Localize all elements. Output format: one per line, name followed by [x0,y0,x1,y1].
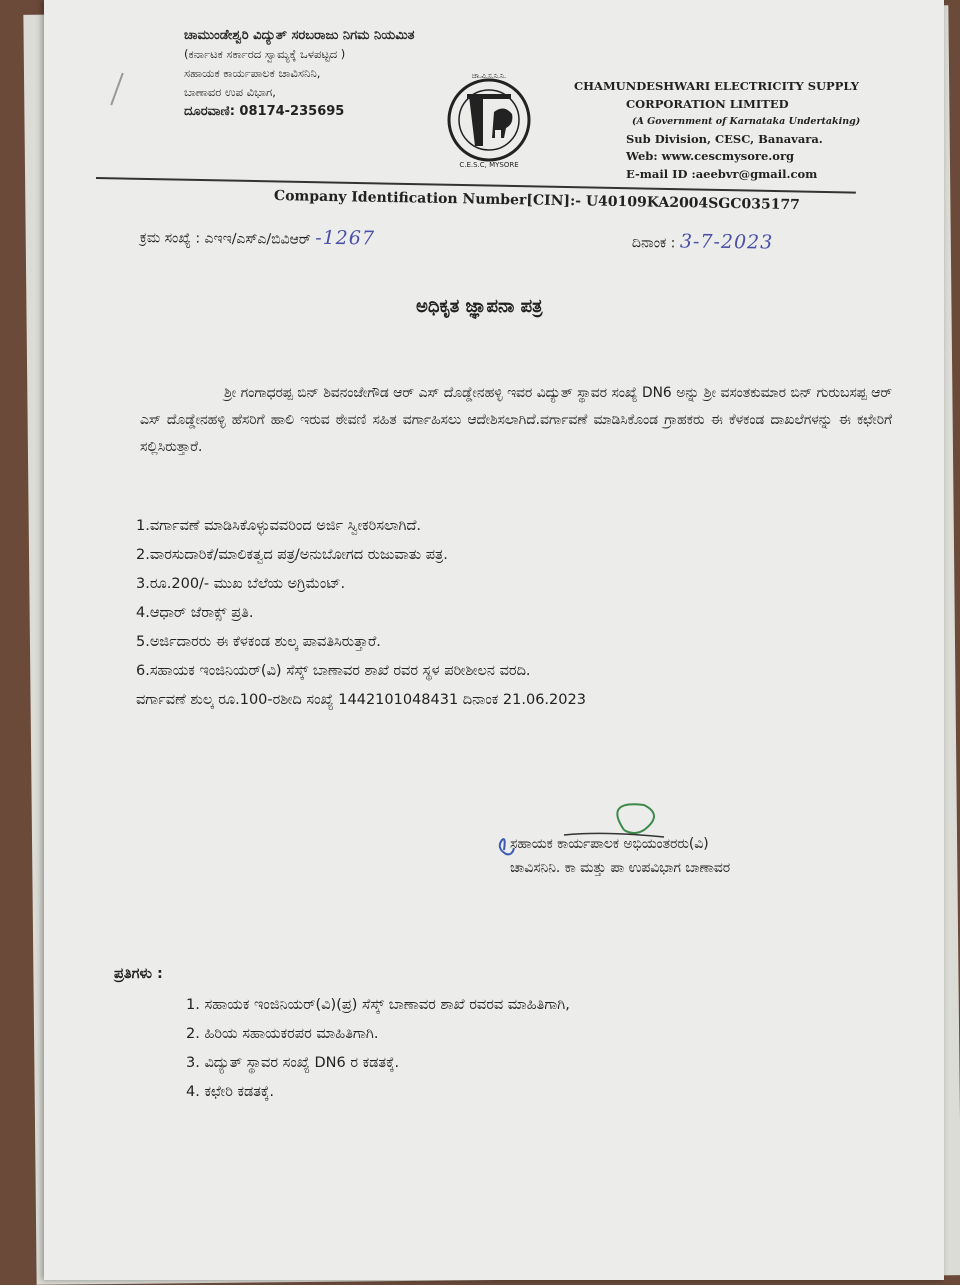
list-item: 6.ಸಹಾಯಕ ಇಂಜಿನಿಯರ್(ವಿ) ಸೆಸ್ಕ್ ಬಾಣಾವರ ಶಾಖೆ ರವರ ಸ್ಥಳ ಪರೀಶೀಲನ ವರದಿ. [136,663,531,679]
list-item: 4.ಆಧಾರ್ ಜೆರಾಕ್ಸ್ ಪ್ರತಿ. [136,605,254,621]
english-sub-division: Sub Division, CESC, Banavara. [626,131,823,146]
document-title: ಅಧಿಕೃತ ಜ್ಞಾಪನಾ ಪತ್ರ [416,296,543,317]
english-web: Web: www.cescmysore.org [626,149,795,163]
list-item: 1.ವರ್ಗಾವಣೆ ಮಾಡಿಸಿಕೊಳ್ಳುವವರಿಂದ ಅರ್ಜಿ ಸ್ವೀಕರಿಸಲಾಗಿದೆ. [136,518,422,534]
english-letterhead [574,78,860,183]
cesc-logo-icon [439,70,539,170]
list-item: 2. ಹಿರಿಯ ಸಹಾಯಕರಪರ ಮಾಹಿತಿಗಾಗಿ. [186,1026,379,1042]
letter-page [44,0,944,1280]
date-handwritten-value: 3-7-2023 [679,230,774,254]
kannada-sub-division: ಬಾಣಾವರ ಉಪ ವಿಭಾಗ, [184,85,276,99]
reference-handwritten-number: -1267 [315,226,376,250]
date-label: ದಿನಾಂಕ : [631,235,676,252]
company-cin: Company Identification Number[CIN]:- U40109KA2004SGC035177 [273,188,801,214]
signatory-title: ಸಹಾಯಕ ಕಾರ್ಯಪಾಲಕ ಅಭಿಯಂತರರು(ವಿ) [510,836,709,852]
reference-label: ಕ್ರಮ ಸಂಖ್ಯೆ : ಎಇಇ/ಎಸ್ಎ/ಬಿವಿಆರ್ [139,230,311,248]
list-item: 5.ಅರ್ಜಿದಾರರು ಈ ಕೆಳಕಂಡ ಶುಲ್ಕ ಪಾವತಿಸಿರುತ್ತಾರೆ. [136,634,381,650]
copies-heading: ಪ್ರತಿಗಳು : [114,966,163,982]
copies-section [114,960,570,1107]
list-item: ವರ್ಗಾವಣೆ ಶುಲ್ಕ ರೂ.100-ರಶೀದಿ ಸಂಖ್ಯೆ 1442101048431 ದಿನಾಂಕ 21.06.2023 [136,692,586,708]
english-org-line1: CHAMUNDESHWARI ELECTRICITY SUPPLY [574,79,859,93]
signature-block [464,832,730,880]
logo-caption: C.E.S.C, MYSORE [459,161,519,169]
list-item: 1. ಸಹಾಯಕ ಇಂಜಿನಿಯರ್(ವಿ)(ಪ್ರ) ಸೆಸ್ಕ್ ಬಾಣಾವರ ಶಾಖೆ ರವರವ ಮಾಹಿತಿಗಾಗಿ, [186,997,570,1013]
logo-ring-text: ಚಾ.ವಿ.ಸ.ನಿ.ನಿ. [471,72,507,80]
english-email: E-mail ID :aeebvr@gmail.com [626,166,818,181]
english-org-line2: CORPORATION LIMITED [626,96,789,111]
reference-number [140,225,375,249]
list-item: 3. ವಿದ್ಯುತ್ ಸ್ಥಾವರ ಸಂಖ್ಯೆ DN6 ರ ಕಡತಕ್ಕೆ. [186,1055,400,1071]
documents-list [136,512,896,715]
punch-mark [110,73,124,106]
body-paragraph [140,380,892,461]
kannada-letterhead [184,26,434,121]
signatory-office: ಚಾವಿಸನಿನಿ. ಕಾ ಮತ್ತು ಪಾ ಉಪವಿಭಾಗ ಬಾಣಾವರ [510,860,731,876]
english-gov-note: (A Government of Karnataka Undertaking) [632,116,861,127]
list-item: 2.ವಾರಸುದಾರಿಕೆ/ಮಾಲಿಕತ್ವದ ಪತ್ರ/ಅನುಬೋಗದ ರುಜುವಾತು ಪತ್ರ. [136,547,448,563]
kannada-phone: ದೂರವಾಣಿ: 08174-235695 [184,104,345,119]
list-item: 4. ಕಛೇರಿ ಕಡತಕ್ಕೆ. [186,1084,274,1100]
kannada-office: ಸಹಾಯಕ ಕಾರ್ಯಪಾಲಕ ಚಾವಿಸನಿನಿ, [184,66,321,80]
kannada-org-name: ಚಾಮುಂಡೇಶ್ವರಿ ವಿದ್ಯುತ್ ಸರಬರಾಜು ನಿಗಮ ನಿಯಮಿತ [184,28,415,43]
kannada-gov-note: (ಕರ್ನಾಟಕ ಸರ್ಕಾರದ ಸ್ವಾಮ್ಯಕ್ಕೆ ಒಳಪಟ್ಟದ ) [184,47,346,61]
list-item: 3.ರೂ.200/- ಮುಖ ಬೆಲೆಯ ಅಗ್ರಿಮೆಂಟ್. [136,576,346,592]
body-text: ಶ್ರೀ ಗಂಗಾಧರಪ್ಪ ಬಿನ್ ಶಿವನಂಜೇಗೌಡ ಆರ್ ಎಸ್ ದೊಡ್ಡೇನಹಳ್ಳಿ ಇವರ ವಿದ್ಯುತ್ ಸ್ಥಾವರ ಸಂಖ್ಯೆ DN6 ಅನ್ನು ಶ್ರೀ ವಸಂತಕುಮಾರ ಬಿನ್ ಗುರುಬಸಪ್ಪ ಆರ್ ಎಸ್ ದೊಡ್ಡೇನಹಳ್ಳಿ ಹೆಸರಿಗೆ ಹಾಲಿ ಇರುವ ಠೇವಣಿ ಸಹಿತ ವರ್ಗಾಹಿಸಲು ಆದೇಶಿಸಲಾಗಿದೆ.ವರ್ಗಾವಣೆ ಮಾಡಿಸಿಕೊಂಡ ಗ್ರಾಹಕರು ಈ ಕೆಳಕಂಡ ದಾಖಲೆಗಳನ್ನು ಈ ಕಛೇರಿಗೆ ಸಲ್ಲಿಸಿರುತ್ತಾರೆ. [140,385,892,455]
letter-date [632,230,774,253]
